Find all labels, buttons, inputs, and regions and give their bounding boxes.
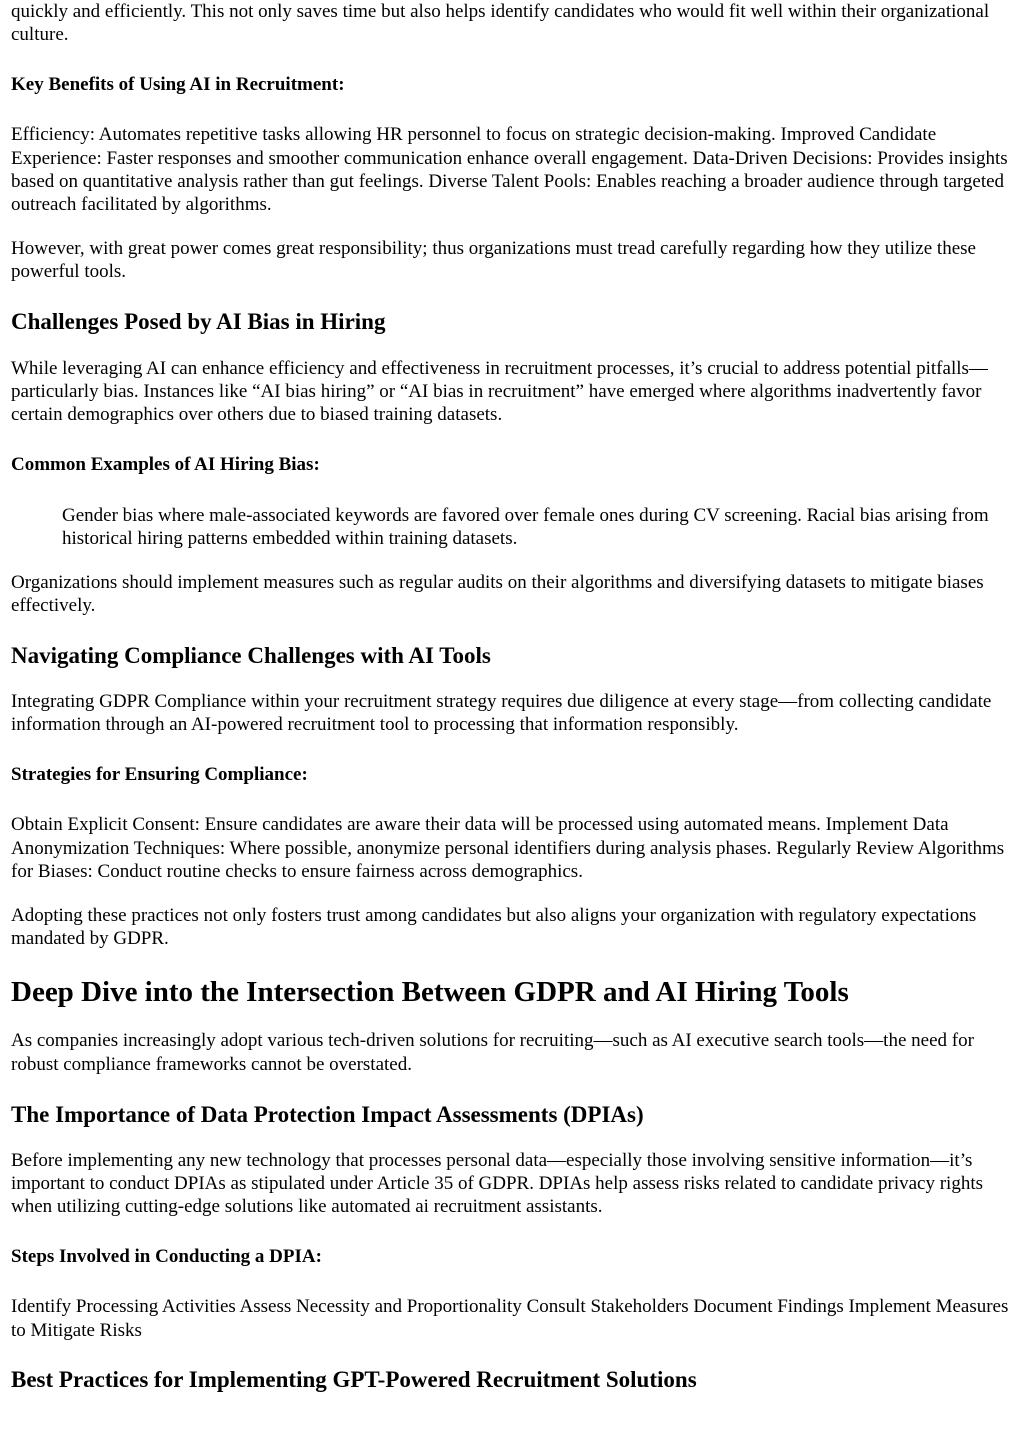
companies-paragraph: As companies increasingly adopt various tech-driven solutions for recruiting—such as AI executive search tools—the need for robust compliance frameworks cannot be overstated. — [11, 1030, 974, 1075]
navigating-heading: Navigating Compliance Challenges with AI Tools — [11, 643, 491, 669]
adopting-paragraph: Adopting these practices not only fosters trust among candidates but also aligns your organization with regulatory expectations mandated by GDPR. — [11, 905, 977, 950]
however-paragraph: However, with great power comes great responsibility; thus organizations must tread carefully regarding how they utilize these powerful tools. — [11, 238, 976, 283]
dpia-steps-heading: Steps Involved in Conducting a DPIA: — [11, 1246, 322, 1268]
examples-blockquote: Gender bias where male-associated keywords are favored over female ones during CV screening. Racial bias arising from historical hiring patterns embedded within training datasets. — [62, 505, 989, 550]
strategies-paragraph: Obtain Explicit Consent: Ensure candidates are aware their data will be processed using automated means. Implement Data Anonymization Techniques: Where possible, anonymize personal identifiers during analysis phases. Regularly Review Algorithms for Biases: Conduct routine checks to ensure fairness across demographics. — [11, 814, 1005, 882]
common-examples-heading: Common Examples of AI Hiring Bias: — [11, 454, 320, 476]
dpia-paragraph: Before implementing any new technology that processes personal data—especially those involving sensitive information—it’s important to conduct DPIAs as stipulated under Article 35 of GDPR. DPIAs help assess risks related to candidate privacy rights when utilizing cutting-edge solutions like automated ai recruitment assistants. — [11, 1149, 983, 1218]
challenges-heading: Challenges Posed by AI Bias in Hiring — [11, 308, 386, 334]
dpia-importance-heading: The Importance of Data Protection Impact Assessments (DPIAs) — [11, 1101, 644, 1127]
leveraging-paragraph: While leveraging AI can enhance efficiency and effectiveness in recruitment processes, it’s crucial to address potential pitfalls—particularly bias. Instances like “AI bias hiring” or “AI bias in recruitment” have emerged where algorithms inadvertently favor certain demographics over others due to biased training datasets. — [11, 357, 988, 426]
key-benefits-heading: Key Benefits of Using AI in Recruitment: — [11, 74, 345, 96]
deep-dive-heading: Deep Dive into the Intersection Between GDPR and AI Hiring Tools — [11, 976, 849, 1009]
benefits-paragraph: Efficiency: Automates repetitive tasks allowing HR personnel to focus on strategic decision-making. Improved Candidate Experience: Faster responses and smoother communication enhance overall engagement. Data-Driven Decisions: Provides insights based on quantitative analysis rather than gut feelings. Diverse Talent Pools: Enables reaching a broader audience through targeted outreach facilitated by algorithms. — [11, 124, 1008, 216]
integrating-paragraph: Integrating GDPR Compliance within your recruitment strategy requires due diligence at every stage—from collecting candidate information through an AI-powered recruitment tool to processing that information responsibly. — [11, 691, 992, 736]
strategies-heading: Strategies for Ensuring Compliance: — [11, 764, 308, 786]
best-practices-heading: Best Practices for Implementing GPT-Powered Recruitment Solutions — [11, 1366, 697, 1392]
dpia-steps-paragraph: Identify Processing Activities Assess Necessity and Proportionality Consult Stakeholders Document Findings Implement Measures to Mitigate Risks — [11, 1296, 1009, 1341]
intro-paragraph-tail: quickly and efficiently. This not only saves time but also helps identify candidates who would fit well within their organizational culture. — [11, 1, 990, 46]
audits-paragraph: Organizations should implement measures such as regular audits on their algorithms and diversifying datasets to mitigate biases effectively. — [11, 571, 984, 616]
